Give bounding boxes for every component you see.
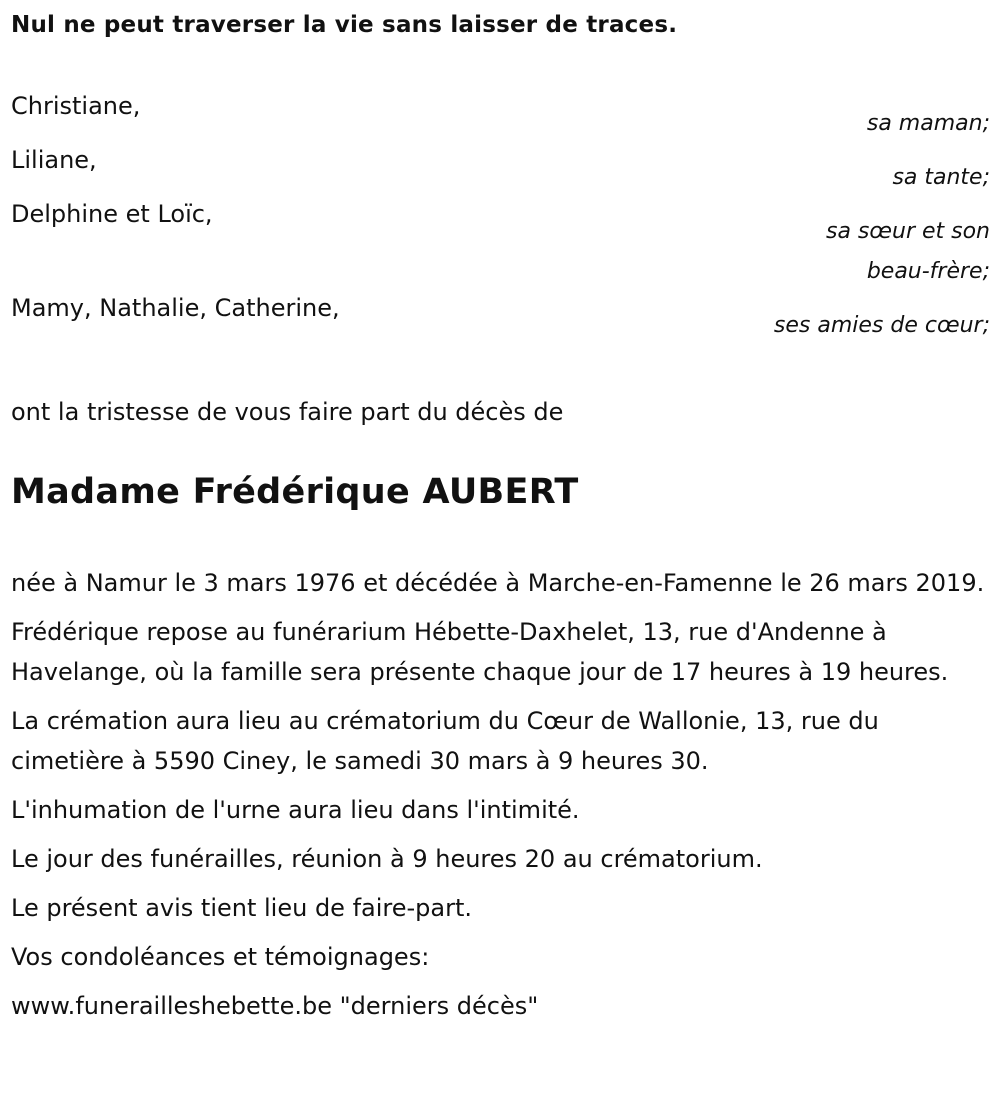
family-member-name: Mamy, Nathalie, Catherine, bbox=[11, 294, 340, 322]
urn-burial-info: L'inhumation de l'urne aura lieu dans l'intimité. bbox=[11, 796, 580, 824]
funeral-home-info: Frédérique repose au funérarium Hébette-Daxhelet, 13, rue d'Andenne à Havelange, où la famille sera présente chaque jour de 17 heures à 19 heures. bbox=[11, 618, 949, 686]
condolences-label: Vos condoléances et témoignages: bbox=[11, 943, 430, 971]
family-entry bbox=[11, 86, 990, 135]
family-relation: ses amies de cœur; bbox=[773, 313, 990, 338]
family-relation: beau-frère; bbox=[866, 259, 990, 284]
condolences-website: www.funerailleshebette.be "derniers décès" bbox=[11, 992, 539, 1020]
notice-statement: Le présent avis tient lieu de faire-part. bbox=[11, 894, 473, 922]
family-member-name: Christiane, bbox=[11, 92, 141, 120]
family-relation: sa sœur et son bbox=[825, 219, 990, 244]
family-entry bbox=[11, 194, 990, 283]
family-list bbox=[11, 86, 990, 337]
announcement-intro: ont la tristesse de vous faire part du décès de bbox=[11, 398, 564, 426]
family-entry bbox=[11, 288, 990, 337]
gathering-info: Le jour des funérailles, réunion à 9 heures 20 au crématorium. bbox=[11, 845, 763, 873]
birth-death-info: née à Namur le 3 mars 1976 et décédée à Marche-en-Famenne le 26 mars 2019. bbox=[11, 569, 985, 597]
family-relation: sa maman; bbox=[866, 111, 990, 136]
deceased-name: Madame Frédérique AUBERT bbox=[11, 472, 579, 512]
family-entry bbox=[11, 140, 990, 189]
family-member-name: Delphine et Loïc, bbox=[11, 200, 213, 228]
obituary-details bbox=[11, 563, 990, 1035]
epigraph: Nul ne peut traverser la vie sans laisser de traces. bbox=[11, 12, 678, 38]
cremation-info: La crémation aura lieu au crématorium du Cœur de Wallonie, 13, rue du cimetière à 5590 Ciney, le samedi 30 mars à 9 heures 30. bbox=[11, 707, 879, 775]
family-member-name: Liliane, bbox=[11, 146, 97, 174]
family-relation: sa tante; bbox=[892, 165, 990, 190]
